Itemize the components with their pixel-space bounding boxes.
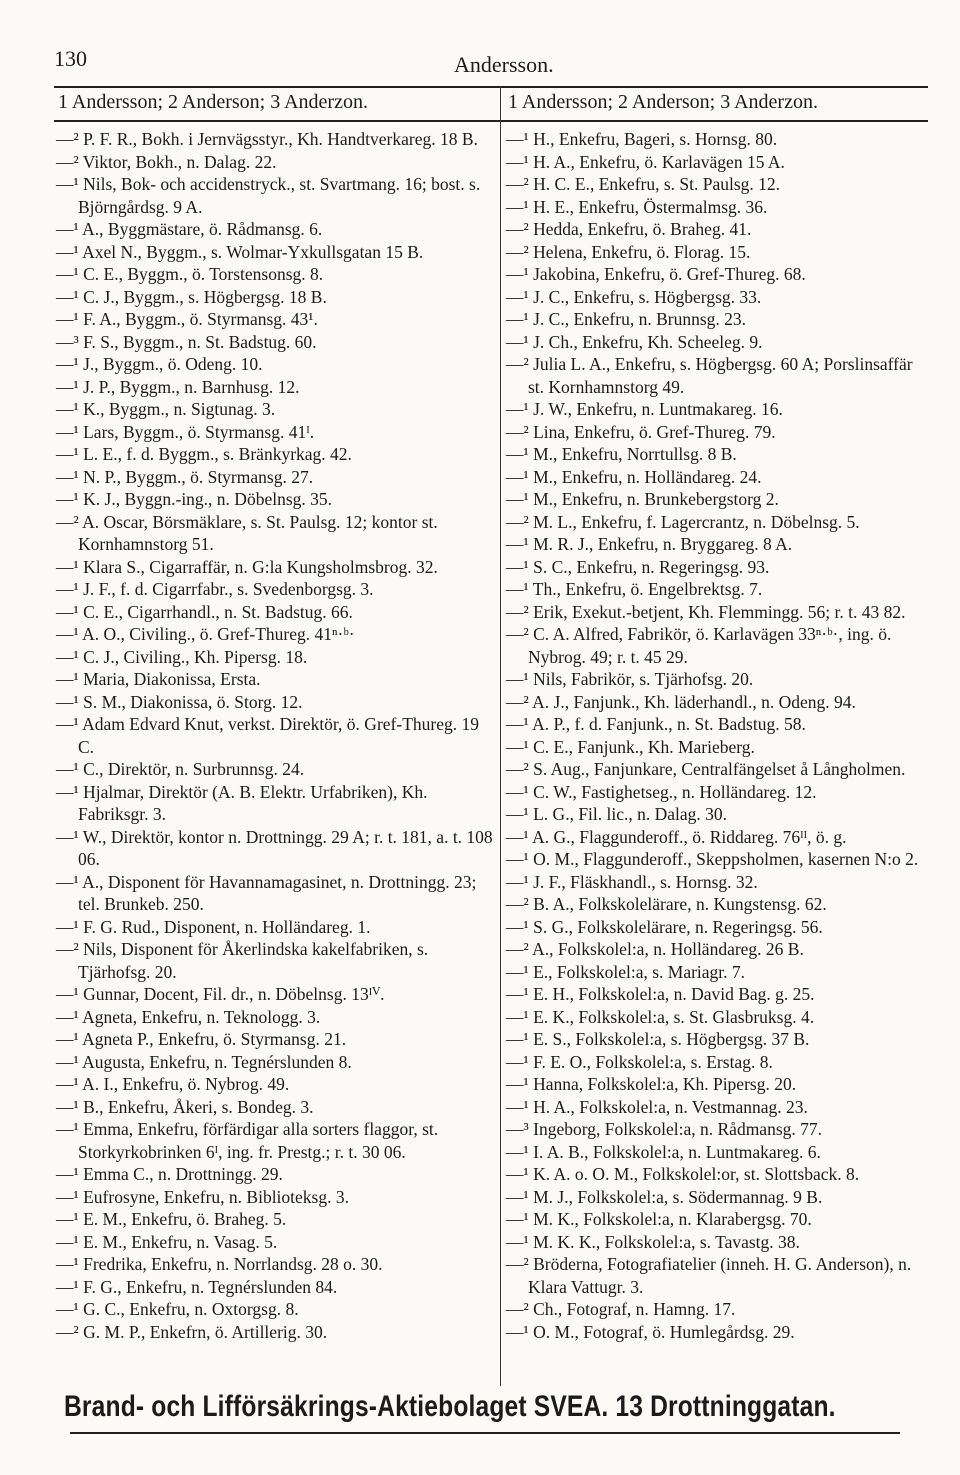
directory-entry: —¹ K. J., Byggn.-ing., n. Döbelnsg. 35. <box>56 489 333 509</box>
directory-entry: —¹ Th., Enkefru, ö. Engelbrektsg. 7. <box>506 579 763 599</box>
directory-entry: —¹ C. E., Fanjunk., Kh. Marieberg. <box>506 736 755 757</box>
directory-entry: —² S. Aug., Fanjunkare, Centralfängelset å Långholmen. <box>506 759 906 779</box>
directory-entry: —² Ch., Fotograf, n. Hamng. 17. <box>506 1299 736 1319</box>
directory-entry: —¹ Emma C., n. Drottningg. 29. <box>56 1164 283 1184</box>
directory-entry: —¹ S. M., Diakonissa, ö. Storg. 12. <box>56 691 303 712</box>
directory-entry: —² G. M. P., Enkefrn, ö. Artillerig. 30. <box>56 1321 328 1342</box>
directory-entry: —³ Ingeborg, Folkskolel:a, n. Rådmansg. 77. <box>506 1119 823 1139</box>
directory-entry: —¹ Fredrika, Enkefru, n. Norrlandsg. 28 o. 30. <box>56 1254 383 1274</box>
directory-entry: —¹ E. H., Folkskolel:a, n. David Bag. g. 25. <box>506 984 815 1004</box>
directory-entry: —² A. J., Fanjunk., Kh. läderhandl., n. Odeng. 94. <box>506 691 856 712</box>
directory-entry: —¹ Agneta, Enkefru, n. Teknologg. 3. <box>56 1006 321 1027</box>
directory-entry: —¹ Axel N., Byggm., s. Wolmar-Yxkullsgatan 15 B. <box>56 241 424 262</box>
directory-entry: —² B. A., Folkskolelärare, n. Kungstensg. 62. <box>506 894 827 914</box>
directory-entry: —¹ A., Disponent för Havannamagasinet, n. Drottningg. 23; tel. Brunkeb. 250. <box>56 871 477 914</box>
directory-entry: —¹ Hanna, Folkskolel:a, Kh. Pipersg. 20. <box>506 1074 797 1094</box>
directory-entry: —¹ Augusta, Enkefru, n. Tegnérslunden 8. <box>56 1051 352 1072</box>
directory-entry: —¹ M., Enkefru, Norrtullsg. 8 B. <box>506 444 737 464</box>
directory-entry: —² P. F. R., Bokh. i Jernvägsstyr., Kh. Handtverkareg. 18 B. <box>56 129 478 149</box>
directory-entry: —¹ C. J., Byggm., s. Högbergsg. 18 B. <box>56 286 327 307</box>
directory-entry: —¹ H. E., Enkefru, Östermalmsg. 36. <box>506 196 768 217</box>
directory-entry: —² Viktor, Bokh., n. Dalag. 22. <box>56 151 277 172</box>
directory-entry: —³ F. S., Byggm., n. St. Badstug. 60. <box>56 331 317 352</box>
directory-entry: —² Helena, Enkefru, ö. Florag. 15. <box>506 241 751 262</box>
directory-entry: —¹ F. G. Rud., Disponent, n. Holländareg. 1. <box>56 916 371 937</box>
left-column <box>56 128 496 1343</box>
directory-entry: —² H. C. E., Enkefru, s. St. Paulsg. 12. <box>506 174 781 194</box>
directory-entry: —² M. L., Enkefru, f. Lagercrantz, n. Döbelnsg. 5. <box>506 511 860 532</box>
directory-entry: —¹ S. C., Enkefru, n. Regeringsg. 93. <box>506 556 770 577</box>
directory-entry: —¹ H. A., Enkefru, ö. Karlavägen 15 A. <box>506 151 785 172</box>
directory-entry: —¹ J. Ch., Enkefru, Kh. Scheeleg. 9. <box>506 331 763 352</box>
directory-entry: —¹ Nils, Bok- och accidenstryck., st. Svartmang. 16; bost. s. Björngårdsg. 9 A. <box>56 174 481 217</box>
directory-entry: —¹ Lars, Byggm., ö. Styrmansg. 41ᴵ. <box>56 421 315 442</box>
directory-entry: —² Erik, Exekut.-betjent, Kh. Flemmingg. 56; r. t. 43 82. <box>506 601 906 622</box>
directory-entry: —¹ C. E., Byggm., ö. Torstensonsg. 8. <box>56 264 324 284</box>
directory-entry: —¹ L. E., f. d. Byggm., s. Bränkyrkag. 42. <box>56 444 352 464</box>
directory-entry: —¹ N. P., Byggm., ö. Styrmansg. 27. <box>56 466 314 487</box>
directory-entry: —¹ F. E. O., Folkskolel:a, s. Erstag. 8. <box>506 1051 773 1072</box>
directory-entry: —¹ Adam Edvard Knut, verkst. Direktör, ö. Gref-Thureg. 19 C. <box>56 714 479 757</box>
running-head: Andersson. <box>454 52 554 77</box>
directory-entry: —² Hedda, Enkefru, ö. Braheg. 41. <box>506 219 752 239</box>
directory-entry: —¹ M. J., Folkskolel:a, s. Södermannag. 9 B. <box>506 1186 823 1207</box>
directory-entry: —¹ F. G., Enkefru, n. Tegnérslunden 84. <box>56 1276 338 1297</box>
column-divider <box>500 86 501 1386</box>
right-column <box>506 128 924 1343</box>
directory-entry: —¹ A. I., Enkefru, ö. Nybrog. 49. <box>56 1074 290 1094</box>
directory-entry: —¹ J. C., Enkefru, n. Brunnsg. 23. <box>506 309 747 329</box>
directory-entry: —¹ A. P., f. d. Fanjunk., n. St. Badstug. 58. <box>506 714 806 734</box>
directory-entry: —¹ M., Enkefru, n. Brunkebergstorg 2. <box>506 489 779 509</box>
directory-entry: —¹ E., Folkskolel:a, s. Mariagr. 7. <box>506 961 746 982</box>
directory-entry: —¹ A. O., Civiling., ö. Gref-Thureg. 41ⁿ·ᵇ· <box>56 624 355 644</box>
directory-entry: —¹ A. G., Flaggunderoff., ö. Riddareg. 76ᴵᴵ, ö. g. <box>506 826 847 847</box>
directory-entry: —¹ Gunnar, Docent, Fil. dr., n. Döbelnsg. 13ᴵⱽ. <box>56 984 385 1004</box>
directory-entry: —¹ H. A., Folkskolel:a, n. Vestmannag. 23. <box>506 1096 808 1117</box>
directory-entry: —¹ S. G., Folkskolelärare, n. Regeringsg. 56. <box>506 916 823 937</box>
directory-entry: —¹ A., Byggmästare, ö. Rådmansg. 6. <box>56 219 323 239</box>
directory-entry: —¹ K., Byggm., n. Sigtunag. 3. <box>56 399 276 419</box>
heading-rule <box>54 120 928 122</box>
right-column-heading: 1 Andersson; 2 Anderson; 3 Anderzon. <box>508 91 818 113</box>
footer-rule <box>70 1432 900 1434</box>
directory-entry: —¹ I. A. B., Folkskolel:a, n. Luntmakareg. 6. <box>506 1141 821 1162</box>
directory-entry: —¹ J. P., Byggm., n. Barnhusg. 12. <box>56 376 300 397</box>
directory-entry: —¹ Hjalmar, Direktör (A. B. Elektr. Urfabriken), Kh. Fabriksgr. 3. <box>56 781 428 824</box>
directory-entry: —² C. A. Alfred, Fabrikör, ö. Karlavägen 33ⁿ·ᵇ·, ing. ö. Nybrog. 49; r. t. 45 29. <box>506 624 892 667</box>
directory-entry: —¹ J. W., Enkefru, n. Luntmakareg. 16. <box>506 399 783 419</box>
directory-entry: —¹ O. M., Flaggunderoff., Skeppsholmen, kasernen N:o 2. <box>506 849 919 869</box>
directory-entry: —¹ E. S., Folkskolel:a, s. Högbergsg. 37 B. <box>506 1029 810 1049</box>
page-header <box>54 46 924 78</box>
directory-entry: —² Bröderna, Fotografiatelier (inneh. H. G. Anderson), n. Klara Vattugr. 3. <box>506 1254 912 1297</box>
directory-entry: —¹ Agneta P., Enkefru, ö. Styrmansg. 21. <box>56 1029 347 1049</box>
directory-entry: —¹ M. R. J., Enkefru, n. Bryggareg. 8 A. <box>506 534 793 554</box>
left-column-heading: 1 Andersson; 2 Anderson; 3 Anderzon. <box>58 91 368 113</box>
directory-entry: —¹ G. C., Enkefru, n. Oxtorgsg. 8. <box>56 1299 299 1319</box>
directory-entry: —¹ K. A. o. O. M., Folkskolel:or, st. Slottsback. 8. <box>506 1164 860 1184</box>
top-rule <box>54 86 928 88</box>
directory-entry: —¹ F. A., Byggm., ö. Styrmansg. 43¹. <box>56 309 318 329</box>
directory-entry: —¹ Klara S., Cigarraffär, n. G:la Kungsholmsbrog. 32. <box>56 556 438 577</box>
directory-entry: —¹ M., Enkefru, n. Holländareg. 24. <box>506 466 762 487</box>
directory-entry: —¹ C., Direktör, n. Surbrunnsg. 24. <box>56 759 305 779</box>
directory-entry: —¹ Jakobina, Enkefru, ö. Gref-Thureg. 68. <box>506 264 806 284</box>
directory-entry: —¹ E. M., Enkefru, n. Vasag. 5. <box>56 1231 278 1252</box>
directory-entry: —¹ J., Byggm., ö. Odeng. 10. <box>56 354 263 374</box>
directory-entry: —¹ W., Direktör, kontor n. Drottningg. 29 A; r. t. 181, a. t. 108 06. <box>56 826 493 869</box>
directory-entry: —¹ Eufrosyne, Enkefru, n. Biblioteksg. 3. <box>56 1186 349 1207</box>
footer-advertisement: Brand- och Lifförsäkrings-Aktiebolaget SVEA. 13 Drottninggatan. <box>64 1390 836 1423</box>
directory-entry: —¹ H., Enkefru, Bageri, s. Hornsg. 80. <box>506 129 778 149</box>
directory-entry: —² A. Oscar, Börsmäklare, s. St. Paulsg. 12; kontor st. Kornhamnstorg 51. <box>56 511 438 554</box>
directory-entry: —¹ C. E., Cigarrhandl., n. St. Badstug. 66. <box>56 601 353 622</box>
directory-entry: —¹ J. F., Fläskhandl., s. Hornsg. 32. <box>506 871 758 892</box>
directory-entry: —¹ C. J., Civiling., Kh. Pipersg. 18. <box>56 646 308 667</box>
directory-entry: —² Lina, Enkefru, ö. Gref-Thureg. 79. <box>506 421 776 442</box>
directory-entry: —² Nils, Disponent för Åkerlindska kakelfabriken, s. Tjärhofsg. 20. <box>56 939 429 982</box>
directory-entry: —¹ J. C., Enkefru, s. Högbergsg. 33. <box>506 286 762 307</box>
page-number: 130 <box>54 46 87 71</box>
directory-entry: —¹ M. K. K., Folkskolel:a, s. Tavastg. 38. <box>506 1231 800 1252</box>
directory-entry: —¹ J. F., f. d. Cigarrfabr., s. Svedenborgsg. 3. <box>56 579 374 599</box>
directory-entry: —² Julia L. A., Enkefru, s. Högbergsg. 60 A; Porslinsaffär st. Kornhamnstorg 49. <box>506 354 913 397</box>
directory-entry: —¹ L. G., Fil. lic., n. Dalag. 30. <box>506 804 728 824</box>
directory-entry: —¹ Emma, Enkefru, förfärdigar alla sorters flaggor, st. Storkyrkobrinken 6ᴵ, ing. fr. Prestg.; r. t. 30 06. <box>56 1119 439 1162</box>
directory-entry: —¹ Maria, Diakonissa, Ersta. <box>56 669 261 689</box>
directory-entry: —¹ Nils, Fabrikör, s. Tjärhofsg. 20. <box>506 669 754 689</box>
directory-entry: —¹ O. M., Fotograf, ö. Humlegårdsg. 29. <box>506 1321 795 1342</box>
directory-entry: —¹ B., Enkefru, Åkeri, s. Bondeg. 3. <box>56 1096 314 1117</box>
directory-entry: —¹ E. K., Folkskolel:a, s. St. Glasbruksg. 4. <box>506 1006 815 1027</box>
directory-entry: —¹ C. W., Fastighetseg., n. Holländareg. 12. <box>506 781 817 802</box>
directory-entry: —² A., Folkskolel:a, n. Holländareg. 26 B. <box>506 939 804 959</box>
directory-entry: —¹ E. M., Enkefru, ö. Braheg. 5. <box>56 1209 287 1229</box>
directory-entry: —¹ M. K., Folkskolel:a, n. Klarabergsg. 70. <box>506 1209 812 1229</box>
